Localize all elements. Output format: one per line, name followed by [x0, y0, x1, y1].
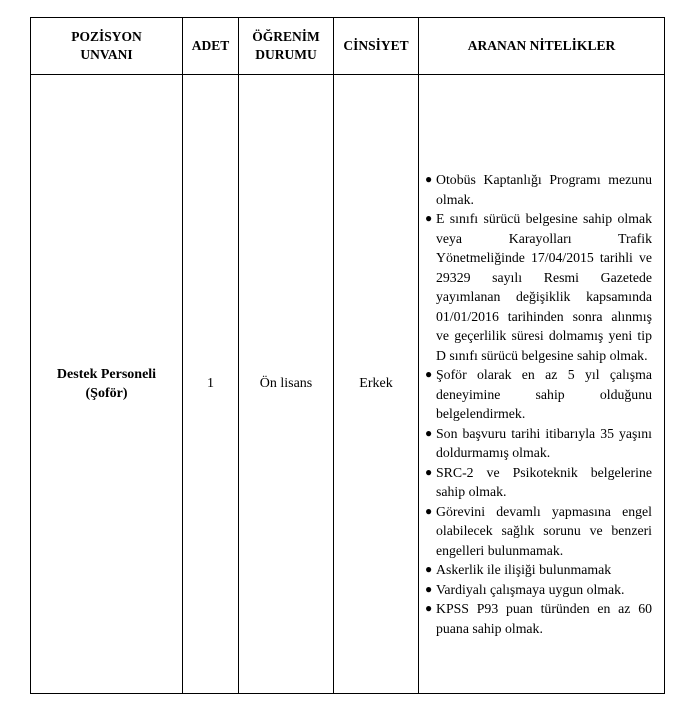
qualifications-cell	[419, 75, 665, 694]
list-item	[425, 463, 652, 502]
list-item	[425, 170, 652, 209]
bullet-icon: ●	[425, 211, 433, 225]
qualification-text: Görevini devamlı yapmasına engel olabilecek sağlık sorunu ve benzeri engelleri bulunmamak.	[436, 503, 652, 558]
list-item	[425, 599, 652, 638]
list-item	[425, 365, 652, 424]
bullet-icon: ●	[425, 172, 433, 186]
header-education	[239, 18, 334, 75]
position-subtitle: (Şoför)	[85, 386, 128, 401]
bullet-icon: ●	[425, 425, 433, 440]
bullet-icon: ●	[425, 367, 433, 381]
bullet-icon: ●	[425, 503, 433, 518]
qualification-text: SRC-2 ve Psikoteknik belgelerine sahip olmak.	[436, 464, 652, 499]
list-item	[425, 502, 652, 561]
qualification-text: Şoför olarak en az 5 yıl çalışma deneyimine sahip olduğunu belgelendirmek.	[436, 367, 652, 421]
header-education-line2: DURUMU	[255, 47, 317, 62]
position-title: Destek Personeli	[56, 367, 157, 382]
qualification-text: Otobüs Kaptanlığı Programı mezunu olmak.	[436, 172, 652, 207]
qualification-text: Vardiyalı çalışmaya uygun olmak.	[436, 581, 625, 597]
list-item	[425, 560, 652, 580]
education-cell: Ön lisans	[239, 75, 334, 694]
header-position-line1: POZİSYON	[71, 29, 142, 44]
bullet-icon: ●	[425, 464, 433, 479]
header-qualifications: ARANAN NİTELİKLER	[419, 18, 665, 75]
qualifications-list	[419, 130, 664, 638]
position-cell	[31, 75, 183, 694]
list-item	[425, 580, 652, 600]
qualification-text: KPSS P93 puan türünden en az 60 puana sahip olmak.	[436, 601, 652, 636]
header-quantity: ADET	[183, 18, 239, 75]
header-education-line1: ÖĞRENİM	[252, 29, 320, 44]
bullet-icon: ●	[425, 562, 433, 576]
bullet-icon: ●	[425, 581, 433, 596]
quantity-cell: 1	[183, 75, 239, 694]
list-item	[425, 209, 652, 365]
bullet-icon: ●	[425, 601, 433, 615]
gender-cell: Erkek	[334, 75, 419, 694]
table-row	[31, 75, 665, 694]
header-position	[31, 18, 183, 75]
job-requirements-table	[30, 17, 665, 694]
qualification-text: Askerlik ile ilişiği bulunmamak	[436, 562, 612, 577]
qualification-text: E sınıfı sürücü belgesine sahip olmak veya Karayolları Trafik Yönetmeliğinde 17/04/2015 tarihli ve 29329 sayılı Resmi Gazetede yayımlanan değişiklik kapsamında 01/01/2016 tarihinden sonra alınmış ve geçerlilik süresi dolmamış yeni tip D sınıfı sürücü belgesine sahip olmak.	[436, 211, 652, 363]
header-position-line2: UNVANI	[80, 47, 133, 62]
qualification-text: Son başvuru tarihi itibarıyla 35 yaşını doldurmamış olmak.	[436, 425, 652, 460]
header-row	[31, 18, 665, 75]
header-gender: CİNSİYET	[334, 18, 419, 75]
list-item	[425, 424, 652, 463]
